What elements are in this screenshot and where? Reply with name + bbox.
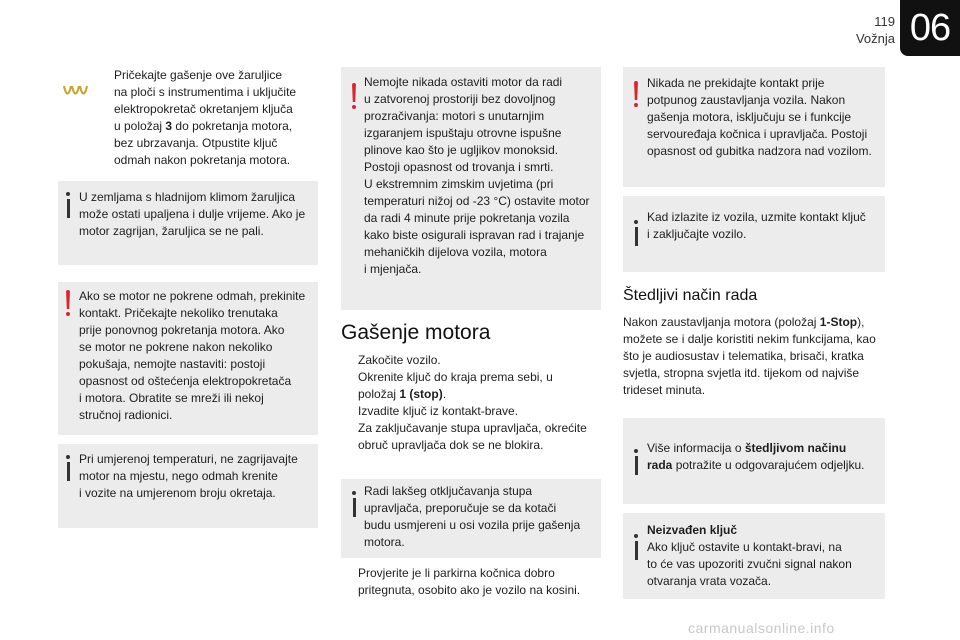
heading-engine-off: Gašenje motora: [341, 321, 491, 344]
section-title: Vožnja: [855, 31, 895, 46]
warning-box-no-start: Ako se motor ne pokrene odmah, prekinite kontakt. Pričekajte nekoliko trenutaka prije ponovnog pokretanja motora. Ako se motor ne pokrene nakon nekoliko pokušaja, nemojte nastaviti: postoji opasnost od oštećenja elektropokretača i motora. Obratite se mreži ili nekoj stručnoj radionici.: [58, 282, 318, 435]
heading-economy-mode: Štedljivi način rada: [623, 287, 758, 304]
info-line-bold: rada potražite u odgovarajućem odjeljku.: [647, 458, 865, 472]
info-icon: [351, 491, 357, 517]
info-icon: [633, 220, 639, 246]
list-item: Zakočite vozilo.: [358, 353, 441, 367]
list-item: Okrenite ključ do kraja prema sebi, u položaj 1 (stop).: [358, 370, 553, 401]
list-item-bold-line: položaj 1 (stop).: [358, 387, 447, 401]
watermark: carmanualsonline.info: [688, 620, 835, 636]
info-icon: [633, 534, 639, 560]
warning-box-ignition: Nikada ne prekidajte kontakt prije potpunog zaustavljanja vozila. Nakon gašenja motora, isključuju se i funkcije servouređaja kočnica i upravljača. Postoji opasnost od gubitka nadzora nad vozilom.: [623, 67, 885, 187]
info-box-key-left: Neizvađen ključ Ako ključ ostavite u kontakt-bravi, na to će vas upozoriti zvučni signal nakon otvaranja vrata vozača.: [623, 513, 885, 599]
list-item: Za zaključavanje stupa upravljača, okrećite obruč upravljača dok se ne blokira.: [358, 421, 587, 452]
eco-drive-icon: [63, 82, 89, 98]
paragraph-line-bold: Nakon zaustavljanja motora (položaj 1-Stop),: [623, 315, 865, 329]
page-number: 119: [874, 14, 895, 29]
warning-icon: [351, 83, 357, 109]
info-icon: [633, 449, 639, 475]
eco-note-text: Pričekajte gašenje ove žaruljice na ploči s instrumentima i uključite elektropokretač okretanjem ključa u položaj 3 do pokretanja motora, bez ubrzavanja. Otpustite ključ odmah nakon pokretanja motora.: [114, 67, 314, 169]
info-icon: [65, 192, 71, 218]
warning-icon: [633, 81, 639, 107]
eco-note-line-bold: u položaj 3 do pokretanja motora,: [114, 119, 293, 133]
info-icon: [65, 455, 71, 481]
chapter-tab: 06: [900, 0, 960, 56]
info-line-bold: Više informacija o štedljivom načinu: [647, 441, 847, 455]
warning-box-ventilation: Nemojte nikada ostaviti motor da radi u zatvorenoj prostoriji bez dovoljnog prozračivanja: motori s unutarnjim izgaranjem ispuštaju otrovne ispušne plinove kao što je ugljikov monoksid. Postoji opasnost od trovanja i smrti. U ekstremnim zimskim uvjetima (pri temperaturi nižoj od -23 °C) ostavite motor da radi 4 minute prije pokretanja vozila kako biste osigurali ispravan rad i trajanje mehaničkih dijelova vozila, motora i mjenjača.: [341, 67, 601, 310]
info-box-economy-more: [623, 418, 885, 504]
info-box-take-key: Kad izlazite iz vozila, uzmite kontakt ključ i zaključajte vozilo.: [623, 196, 885, 272]
warning-icon: [65, 290, 71, 316]
list-item: Provjerite je li parkirna kočnica dobro pritegnuta, osobito ako je vozilo na kosini.: [358, 566, 581, 597]
info-box-moderate-temp: Pri umjerenoj temperaturi, ne zagrijavajte motor na mjestu, nego odmah krenite i vozite na umjerenom broju okretaja.: [58, 444, 318, 528]
info-box-cold-climate: U zemljama s hladnijom klimom žaruljica može ostati upaljena i dulje vrijeme. Ako je motor zagrijan, žaruljica se ne pali.: [58, 181, 318, 265]
economy-mode-paragraph: Nakon zaustavljanja motora (položaj 1-Stop), možete se i dalje koristiti nekim funkcijama, kao što je audiosustav i telematika, brisači, kratka svjetla, stropna svjetla itd. tijekom od najviše trideset minuta.: [623, 314, 888, 399]
page-header: [0, 0, 960, 60]
info-box-steering-unlock: Radi lakšeg otključavanja stupa upravljača, preporučuje se da kotači budu usmjereni u osi vozila prije gašenja motora.: [341, 479, 601, 558]
list-item: Izvadite ključ iz kontakt-brave.: [358, 404, 519, 418]
